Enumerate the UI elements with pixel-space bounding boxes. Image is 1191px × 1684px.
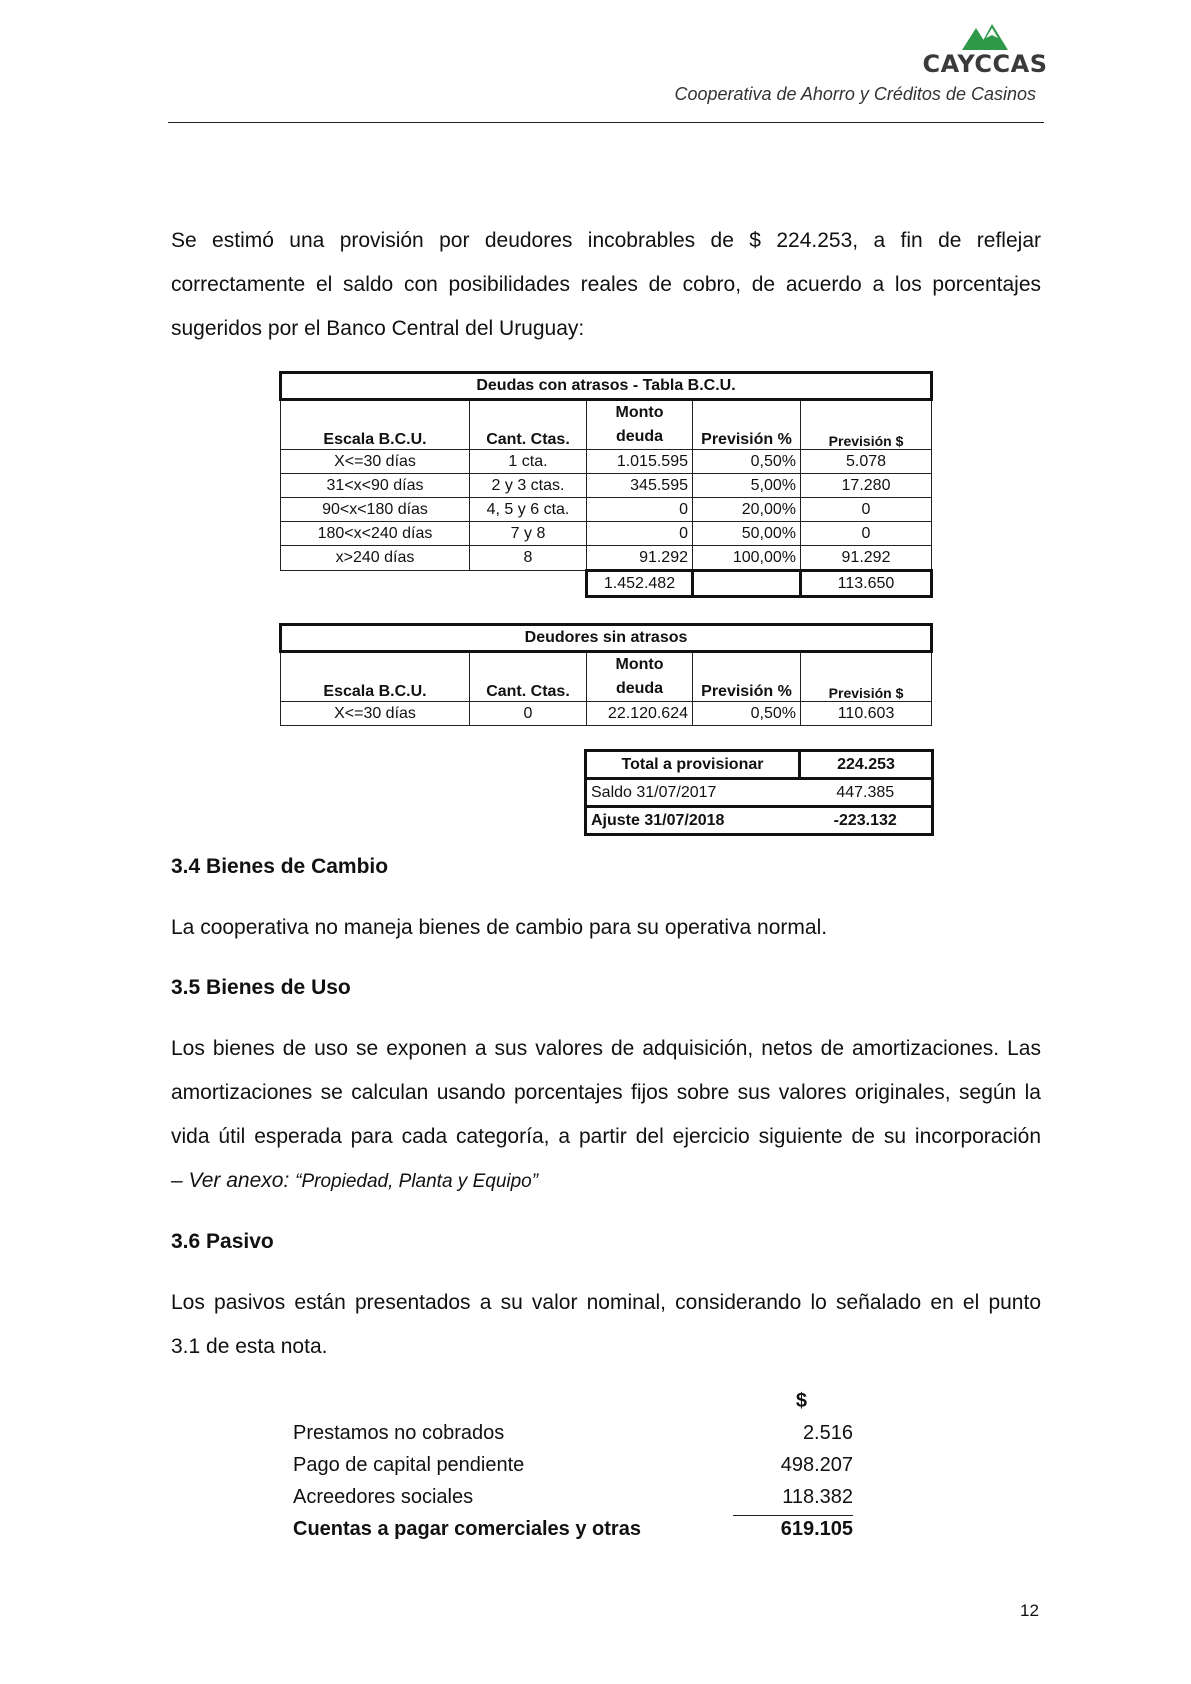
table2-title: Deudores sin atrasos	[281, 625, 932, 652]
list-item	[293, 1420, 853, 1452]
table1-total-row	[281, 571, 932, 597]
intro-line-3: sugeridos por el Banco Central del Uruguay:	[171, 317, 585, 340]
cell-monto: 0	[587, 522, 693, 546]
currency-label: $	[795, 1390, 807, 1412]
summary-total-value: 224.253	[800, 751, 933, 779]
table-row	[281, 474, 932, 498]
cell-amt: 91.292	[801, 546, 932, 571]
cell-monto: 22.120.624	[587, 702, 693, 726]
intro-line-2: correctamente el saldo con posibilidades reales de cobro, de acuerdo a los porcentajes	[171, 273, 1041, 296]
cell-amt: 0	[801, 498, 932, 522]
table1-header-escala: Escala B.C.U.	[281, 400, 470, 450]
summary-total-label: Total a provisionar	[586, 751, 800, 779]
liability-value: 118.382	[782, 1486, 853, 1508]
cell-escala: x>240 días	[281, 546, 470, 571]
liabilities-total-row	[293, 1516, 853, 1548]
table-row	[281, 522, 932, 546]
table1-header-monto-top: Monto	[615, 404, 664, 421]
paragraph-3-4-line: La cooperativa no maneja bienes de cambio para su operativa normal.	[171, 916, 828, 939]
heading-3-6: 3.6 Pasivo	[171, 1230, 274, 1253]
cell-monto: 1.015.595	[587, 450, 693, 474]
table1-header-prev-pct: Previsión %	[693, 400, 801, 450]
cell-monto: 0	[587, 498, 693, 522]
cell-pct: 100,00%	[693, 546, 801, 571]
table1-header-cant: Cant. Ctas.	[470, 400, 587, 450]
cell-monto: 91.292	[587, 546, 693, 571]
annex-reference: “Propiedad, Planta y Equipo”	[295, 1171, 539, 1192]
cell-amt: 5.078	[801, 450, 932, 474]
page-number: 12	[1020, 1601, 1039, 1620]
cell-pct: 0,50%	[693, 450, 801, 474]
cell-escala: 31<x<90 días	[281, 474, 470, 498]
liability-label: Prestamos no cobrados	[293, 1422, 505, 1444]
heading-3-4: 3.4 Bienes de Cambio	[171, 855, 389, 878]
intro-line-1: Se estimó una provisión por deudores incobrables de $ 224.253, a fin de reflejar	[171, 229, 1041, 252]
cell-pct: 0,50%	[693, 702, 801, 726]
list-item	[293, 1452, 853, 1484]
heading-3-5: 3.5 Bienes de Uso	[171, 976, 351, 999]
table2-header-prev-pct: Previsión %	[693, 652, 801, 702]
cell-cant: 2 y 3 ctas.	[470, 474, 587, 498]
paragraph-3-4	[171, 906, 1041, 950]
cell-escala: X<=30 días	[281, 450, 470, 474]
cell-amt: 110.603	[801, 702, 932, 726]
annex-prefix: – Ver anexo:	[171, 1169, 296, 1192]
header-subtitle: Cooperativa de Ahorro y Créditos de Casinos	[674, 84, 1036, 104]
summary-ajuste-value: -223.132	[800, 807, 933, 835]
paragraph-3-5-line-2: amortizaciones se calculan usando porcentajes fijos sobre sus valores originales, según la	[171, 1081, 1041, 1104]
table1-header-monto-bottom: deuda	[615, 428, 664, 445]
liability-value: 2.516	[802, 1422, 853, 1444]
table-row	[281, 702, 932, 726]
cayccas-logo	[920, 24, 1050, 80]
paragraph-3-5-line-3: vida útil esperada para cada categoría, a partir del ejercicio siguiente de su incorporación	[171, 1125, 1041, 1148]
table2-header-monto	[587, 652, 693, 702]
currency-row	[293, 1388, 853, 1420]
table2-header-escala: Escala B.C.U.	[281, 652, 470, 702]
paragraph-3-6-line-2: 3.1 de esta nota.	[171, 1335, 328, 1358]
table1-header-prev-amt: Previsión $	[801, 400, 932, 450]
cell-monto: 345.595	[587, 474, 693, 498]
table2-header-prev-amt: Previsión $	[801, 652, 932, 702]
cell-cant: 4, 5 y 6 cta.	[470, 498, 587, 522]
mountain-icon	[962, 24, 1008, 50]
cell-escala: 90<x<180 días	[281, 498, 470, 522]
list-item	[293, 1484, 853, 1516]
cell-cant: 8	[470, 546, 587, 571]
cell-escala: 180<x<240 días	[281, 522, 470, 546]
cell-pct: 5,00%	[693, 474, 801, 498]
summary-saldo-label: Saldo 31/07/2017	[586, 779, 800, 807]
liabilities-total-value: 619.105	[780, 1518, 853, 1540]
cell-amt: 0	[801, 522, 932, 546]
cell-escala: X<=30 días	[281, 702, 470, 726]
cell-cant: 0	[470, 702, 587, 726]
cell-pct: 50,00%	[693, 522, 801, 546]
liabilities-total-label: Cuentas a pagar comerciales y otras	[293, 1518, 641, 1540]
table-row	[281, 546, 932, 571]
liabilities-list	[293, 1388, 853, 1548]
liability-label: Acreedores sociales	[293, 1486, 474, 1508]
table-deudores-sin-atrasos	[279, 623, 933, 726]
summary-ajuste-label: Ajuste 31/07/2018	[586, 807, 800, 835]
table1-total-monto: 1.452.482	[587, 571, 693, 597]
table2-header-cant: Cant. Ctas.	[470, 652, 587, 702]
paragraph-3-5-annex	[171, 1159, 1041, 1204]
paragraph-3-5-line-1: Los bienes de uso se exponen a sus valores de adquisición, netos de amortizaciones. Las	[171, 1037, 1041, 1060]
table1-title: Deudas con atrasos - Tabla B.C.U.	[281, 373, 932, 400]
cell-pct: 20,00%	[693, 498, 801, 522]
liability-label: Pago de capital pendiente	[293, 1454, 525, 1476]
cell-amt: 17.280	[801, 474, 932, 498]
table-row	[281, 498, 932, 522]
paragraph-3-6-line-1: Los pasivos están presentados a su valor nominal, considerando lo señalado en el punto	[171, 1291, 1041, 1314]
summary-saldo-value: 447.385	[800, 779, 933, 807]
intro-paragraph	[171, 219, 1041, 351]
provision-summary	[584, 749, 934, 836]
cell-cant: 7 y 8	[470, 522, 587, 546]
table-row	[281, 450, 932, 474]
table-deudas-con-atrasos	[279, 371, 933, 598]
header-divider	[168, 122, 1044, 123]
logo-text: CAYCCAS	[922, 50, 1048, 78]
cell-cant: 1 cta.	[470, 450, 587, 474]
table1-header-monto	[587, 400, 693, 450]
table2-header-monto-bottom: deuda	[615, 680, 664, 697]
paragraph-3-6	[171, 1281, 1041, 1369]
table1-total-amt: 113.650	[801, 571, 932, 597]
liability-value: 498.207	[780, 1454, 853, 1476]
paragraph-3-5	[171, 1027, 1041, 1204]
table2-header-monto-top: Monto	[615, 656, 664, 673]
